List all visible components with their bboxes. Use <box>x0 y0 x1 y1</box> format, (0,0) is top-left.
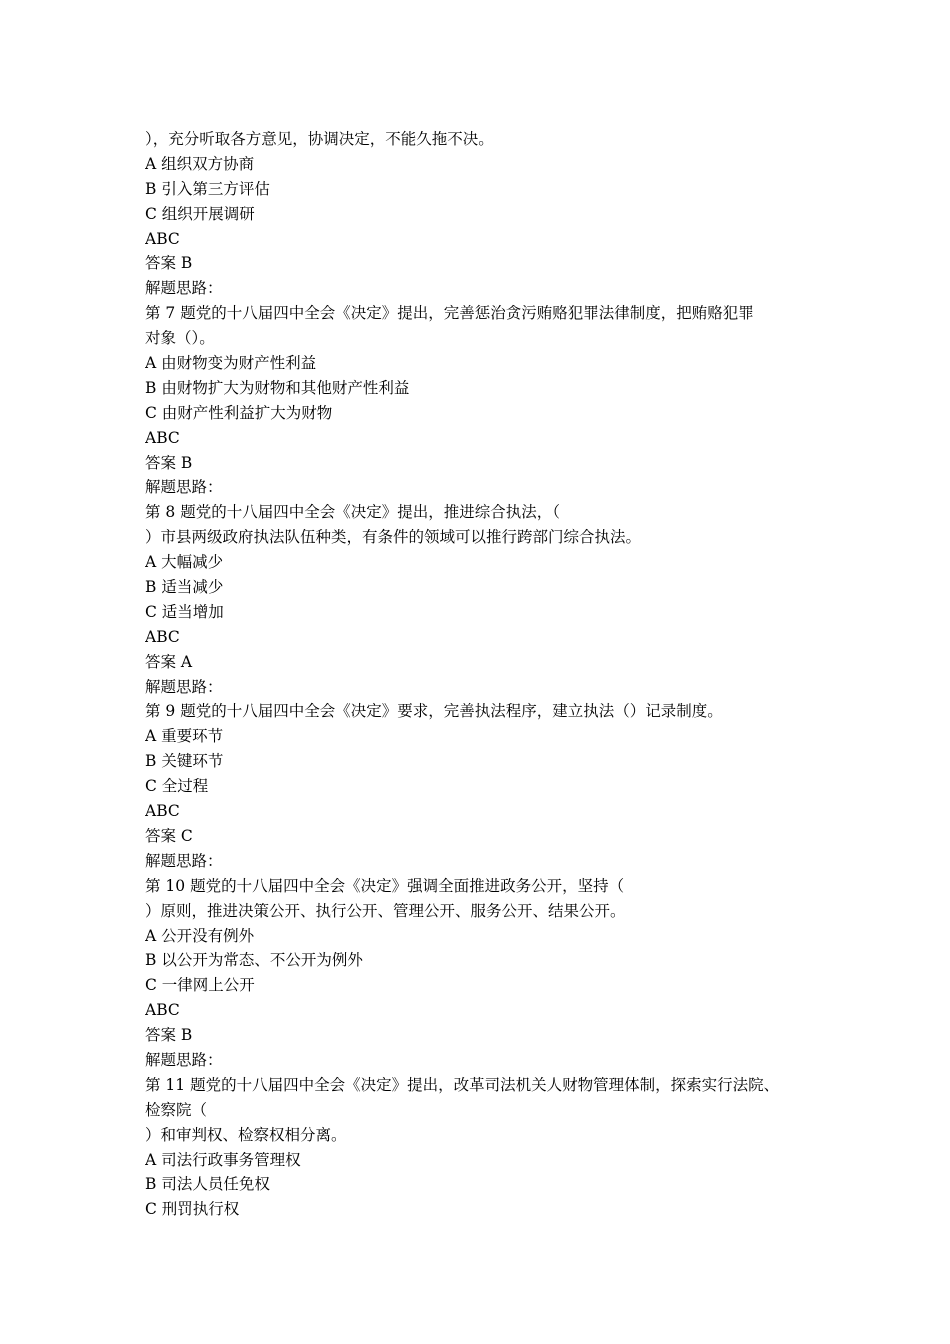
answer: 答案 B <box>145 254 193 273</box>
option-c: C 刑罚执行权 <box>145 1200 240 1219</box>
solution-hint: 解题思路： <box>145 851 223 870</box>
option-a: A 重要环节 <box>145 727 224 746</box>
solution-hint: 解题思路： <box>145 279 223 298</box>
option-a: A 大幅减少 <box>145 553 224 572</box>
option-b: B 引入第三方评估 <box>145 179 270 198</box>
choice-set: ABC <box>145 627 180 646</box>
choice-set: ABC <box>145 229 180 248</box>
option-a: A 公开没有例外 <box>145 926 255 945</box>
choice-set: ABC <box>145 428 180 447</box>
question-11-text-cont: 检察院（ <box>145 1100 208 1119</box>
option-a: A 司法行政事务管理权 <box>145 1150 301 1169</box>
question-10-text-cont: ）原则，推进决策公开、执行公开、管理公开、服务公开、结果公开。 <box>145 901 626 920</box>
answer: 答案 A <box>145 652 193 671</box>
question-7-text: 第 7 题党的十八届四中全会《决定》提出，完善惩治贪污贿赂犯罪法律制度，把贿赂犯罪 <box>145 304 754 323</box>
solution-hint: 解题思路： <box>145 677 223 696</box>
option-b: B 以公开为常态、不公开为例外 <box>145 951 363 970</box>
option-b: B 关键环节 <box>145 752 224 771</box>
question-8-text: 第 8 题党的十八届四中全会《决定》提出，推进综合执法，（ <box>145 503 560 522</box>
answer: 答案 C <box>145 826 193 845</box>
text-line: ），充分听取各方意见，协调决定，不能久拖不决。 <box>145 130 494 148</box>
option-a: A 组织双方协商 <box>145 154 255 173</box>
option-c: C 由财产性利益扩大为财物 <box>145 403 333 422</box>
option-c: C 全过程 <box>145 777 209 796</box>
answer: 答案 B <box>145 1026 193 1045</box>
question-11-text: 第 11 题党的十八届四中全会《决定》提出，改革司法机关人财物管理体制，探索实行法院、 <box>145 1075 780 1094</box>
answer: 答案 B <box>145 453 193 472</box>
option-b: B 由财物扩大为财物和其他财产性利益 <box>145 378 410 397</box>
choice-set: ABC <box>145 1001 180 1020</box>
question-11-text-cont: ）和审判权、检察权相分离。 <box>145 1125 347 1144</box>
solution-hint: 解题思路： <box>145 478 223 497</box>
document-body <box>145 127 835 1222</box>
option-c: C 一律网上公开 <box>145 976 255 995</box>
option-b: B 适当减少 <box>145 578 224 597</box>
question-8-text-cont: ）市县两级政府执法队伍种类，有条件的领域可以推行跨部门综合执法。 <box>145 528 642 547</box>
choice-set: ABC <box>145 802 180 821</box>
option-c: C 适当增加 <box>145 602 224 621</box>
option-c: C 组织开展调研 <box>145 204 255 223</box>
question-10-text: 第 10 题党的十八届四中全会《决定》强调全面推进政务公开，坚持（ <box>145 876 625 895</box>
option-a: A 由财物变为财产性利益 <box>145 354 317 373</box>
option-b: B 司法人员任免权 <box>145 1175 270 1194</box>
solution-hint: 解题思路： <box>145 1050 223 1069</box>
question-7-text-cont: 对象（）。 <box>145 329 215 348</box>
question-9-text: 第 9 题党的十八届四中全会《决定》要求，完善执法程序，建立执法（）记录制度。 <box>145 702 723 721</box>
